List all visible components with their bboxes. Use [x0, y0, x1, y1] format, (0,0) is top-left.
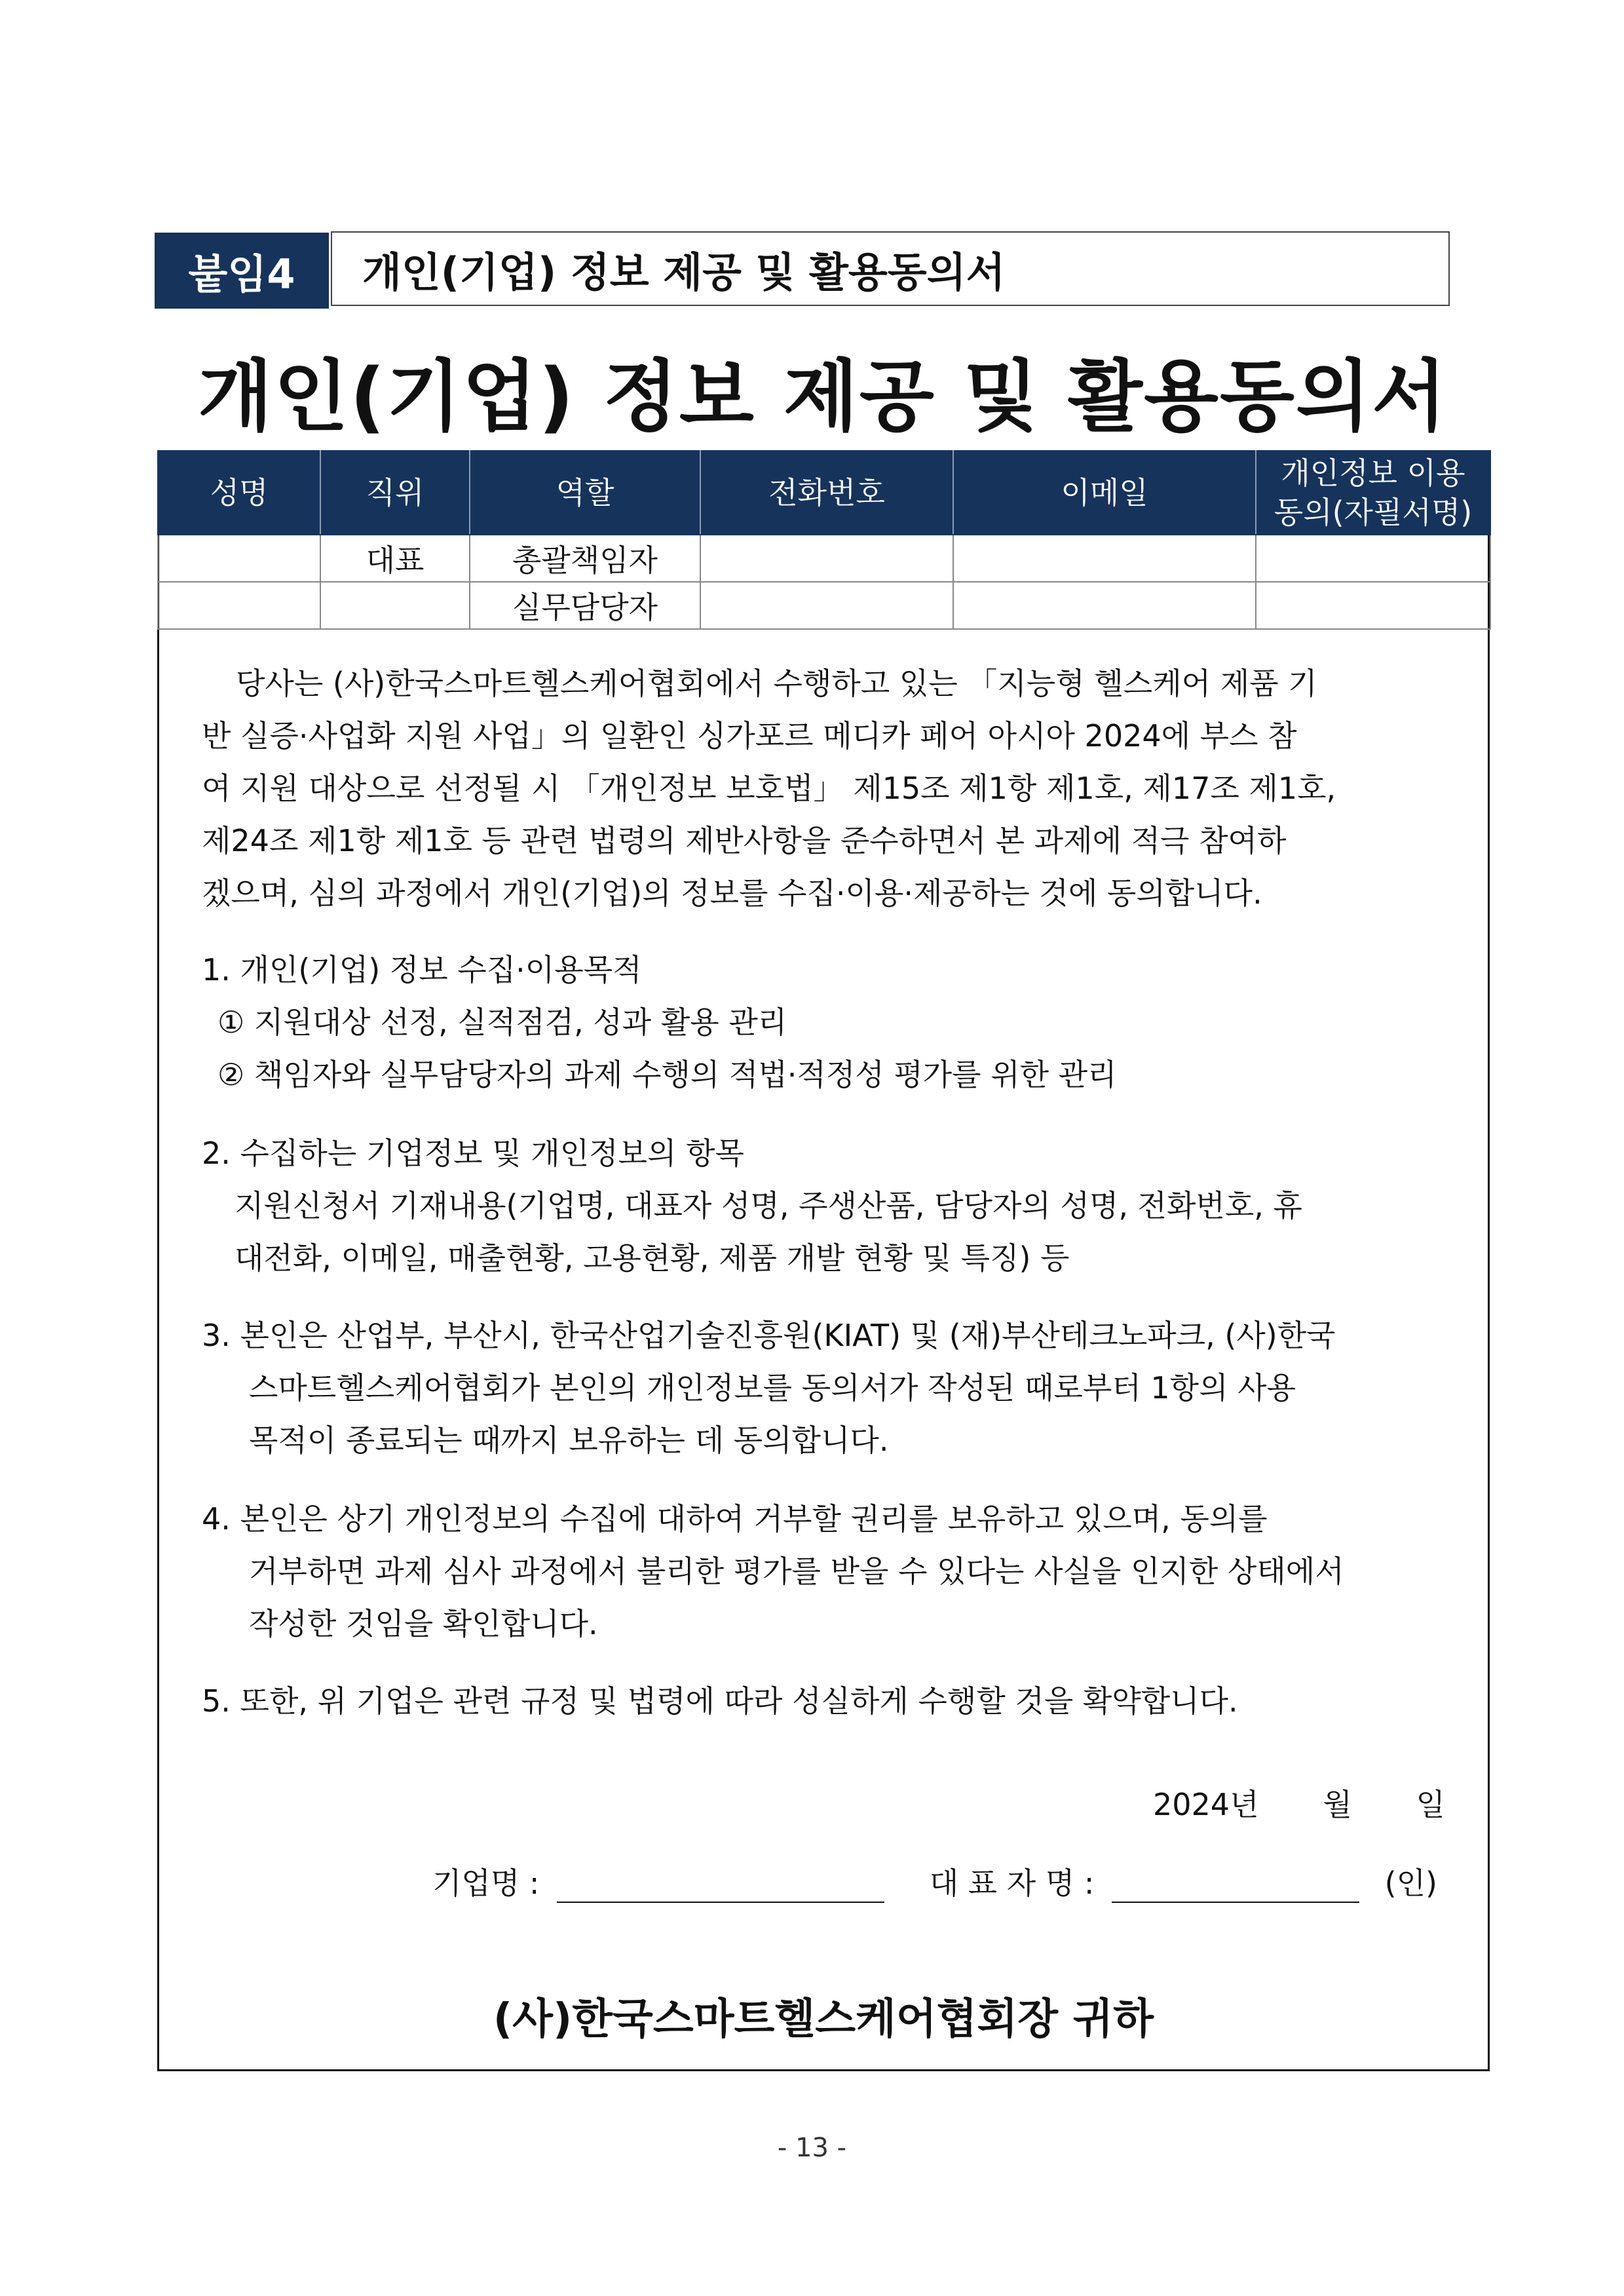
item-1-title: 1. 개인(기업) 정보 수집·이용목적	[202, 952, 642, 987]
date-year: 2024년	[1153, 1787, 1259, 1822]
intro-paragraph	[202, 657, 1445, 919]
item-1	[202, 944, 1445, 1101]
item-2-line: 지원신청서 기재내용(기업명, 대표자 성명, 주생산품, 담당자의 성명, 전화번호, 휴	[235, 1188, 1302, 1223]
item-5-line: 5. 또한, 위 기업은 관련 규정 및 법령에 따라 성실하게 수행할 것을 확약합니다.	[202, 1683, 1238, 1719]
document-title: 개인(기업) 정보 제공 및 활용동의서	[197, 351, 1448, 442]
email-cell[interactable]	[953, 535, 1256, 582]
consent-cell[interactable]	[1256, 535, 1490, 582]
company-label: 기업명 :	[432, 1866, 540, 1901]
intro-line: 겠으며, 심의 과정에서 개인(기업)의 정보를 수집·이용·제공하는 것에 동의합니다.	[202, 875, 1262, 911]
col-phone: 전화번호	[700, 451, 953, 535]
col-role: 역할	[470, 451, 700, 535]
role-cell: 실무담당자	[470, 582, 700, 629]
header-title-box	[331, 231, 1450, 306]
item-4-line: 거부하면 과제 심사 과정에서 불리한 평가를 받을 수 있다는 사실을 인지한 상태에서	[249, 1554, 1344, 1589]
seal-mark: (인)	[1384, 1866, 1438, 1901]
intro-line: 반 실증·사업화 지원 사업」의 일환인 싱가포르 메디카 페어 아시아 2024에 부스 참	[202, 718, 1297, 754]
date-line	[1153, 1781, 1445, 1824]
phone-cell[interactable]	[700, 535, 953, 582]
table-header-row	[158, 451, 1490, 535]
item-3	[202, 1309, 1445, 1466]
consent-cell[interactable]	[1256, 582, 1490, 629]
info-table	[157, 450, 1491, 630]
item-2	[202, 1127, 1445, 1284]
name-cell[interactable]	[158, 535, 320, 582]
item-2-line: 대전화, 이메일, 매출현황, 고용현황, 제품 개발 현황 및 특징) 등	[235, 1240, 1070, 1276]
col-email: 이메일	[953, 451, 1256, 535]
name-cell[interactable]	[158, 582, 320, 629]
item-4-line: 4. 본인은 상기 개인정보의 수집에 대하여 거부할 권리를 보유하고 있으며, 동의를	[202, 1501, 1268, 1537]
date-day[interactable]: 일	[1416, 1787, 1445, 1822]
item-3-line: 3. 본인은 산업부, 부산시, 한국산업기술진흥원(KIAT) 및 (재)부산테크노파크, (사)한국	[202, 1318, 1336, 1353]
ceo-label: 대 표 자 명 :	[929, 1866, 1095, 1901]
col-name: 성명	[158, 451, 320, 535]
role-cell: 총괄책임자	[470, 535, 700, 582]
item-1-b: ② 책임자와 실무담당자의 과제 수행의 적법·적정성 평가를 위한 관리	[217, 1057, 1117, 1092]
position-cell: 대표	[320, 535, 470, 582]
item-2-title: 2. 수집하는 기업정보 및 개인정보의 항목	[202, 1136, 744, 1171]
phone-cell[interactable]	[700, 582, 953, 629]
email-cell[interactable]	[953, 582, 1256, 629]
position-cell[interactable]	[320, 582, 470, 629]
item-4	[202, 1493, 1445, 1650]
item-3-line: 목적이 종료되는 때까지 보유하는 데 동의합니다.	[249, 1423, 889, 1458]
item-1-a: ① 지원대상 선정, 실적점검, 성과 활용 관리	[217, 1004, 787, 1040]
header-title: 개인(기업) 정보 제공 및 활용동의서	[362, 248, 1006, 296]
attachment-tag: 붙임4	[155, 233, 329, 309]
intro-line: 여 지원 대상으로 선정될 시 「개인정보 보호법」 제15조 제1항 제1호, 제17조 제1호,	[202, 771, 1336, 806]
table-row	[158, 535, 1490, 582]
item-3-line: 스마트헬스케어협회가 본인의 개인정보를 동의서가 작성된 때로부터 1항의 사용	[249, 1370, 1296, 1406]
col-position: 직위	[320, 451, 470, 535]
intro-line: 제24조 제1항 제1호 등 관련 법령의 제반사항을 준수하면서 본 과제에 적극 참여하	[202, 823, 1287, 858]
ceo-name-field[interactable]	[1112, 1873, 1359, 1903]
closing-addressee: (사)한국스마트헬스케어협회장 귀하	[493, 1995, 1154, 2044]
intro-line: 당사는 (사)한국스마트헬스케어협회에서 수행하고 있는 「지능형 헬스케어 제품 기	[236, 666, 1317, 701]
table-row	[158, 582, 1490, 629]
item-4-line: 작성한 것임을 확인합니다.	[249, 1606, 598, 1641]
item-5	[202, 1675, 1445, 1727]
page-number: - 13 -	[777, 2133, 847, 2163]
company-name-field[interactable]	[557, 1873, 884, 1903]
col-consent: 개인정보 이용 동의(자필서명)	[1256, 451, 1490, 535]
signature-line	[432, 1860, 1445, 1903]
date-month[interactable]: 월	[1323, 1787, 1352, 1822]
